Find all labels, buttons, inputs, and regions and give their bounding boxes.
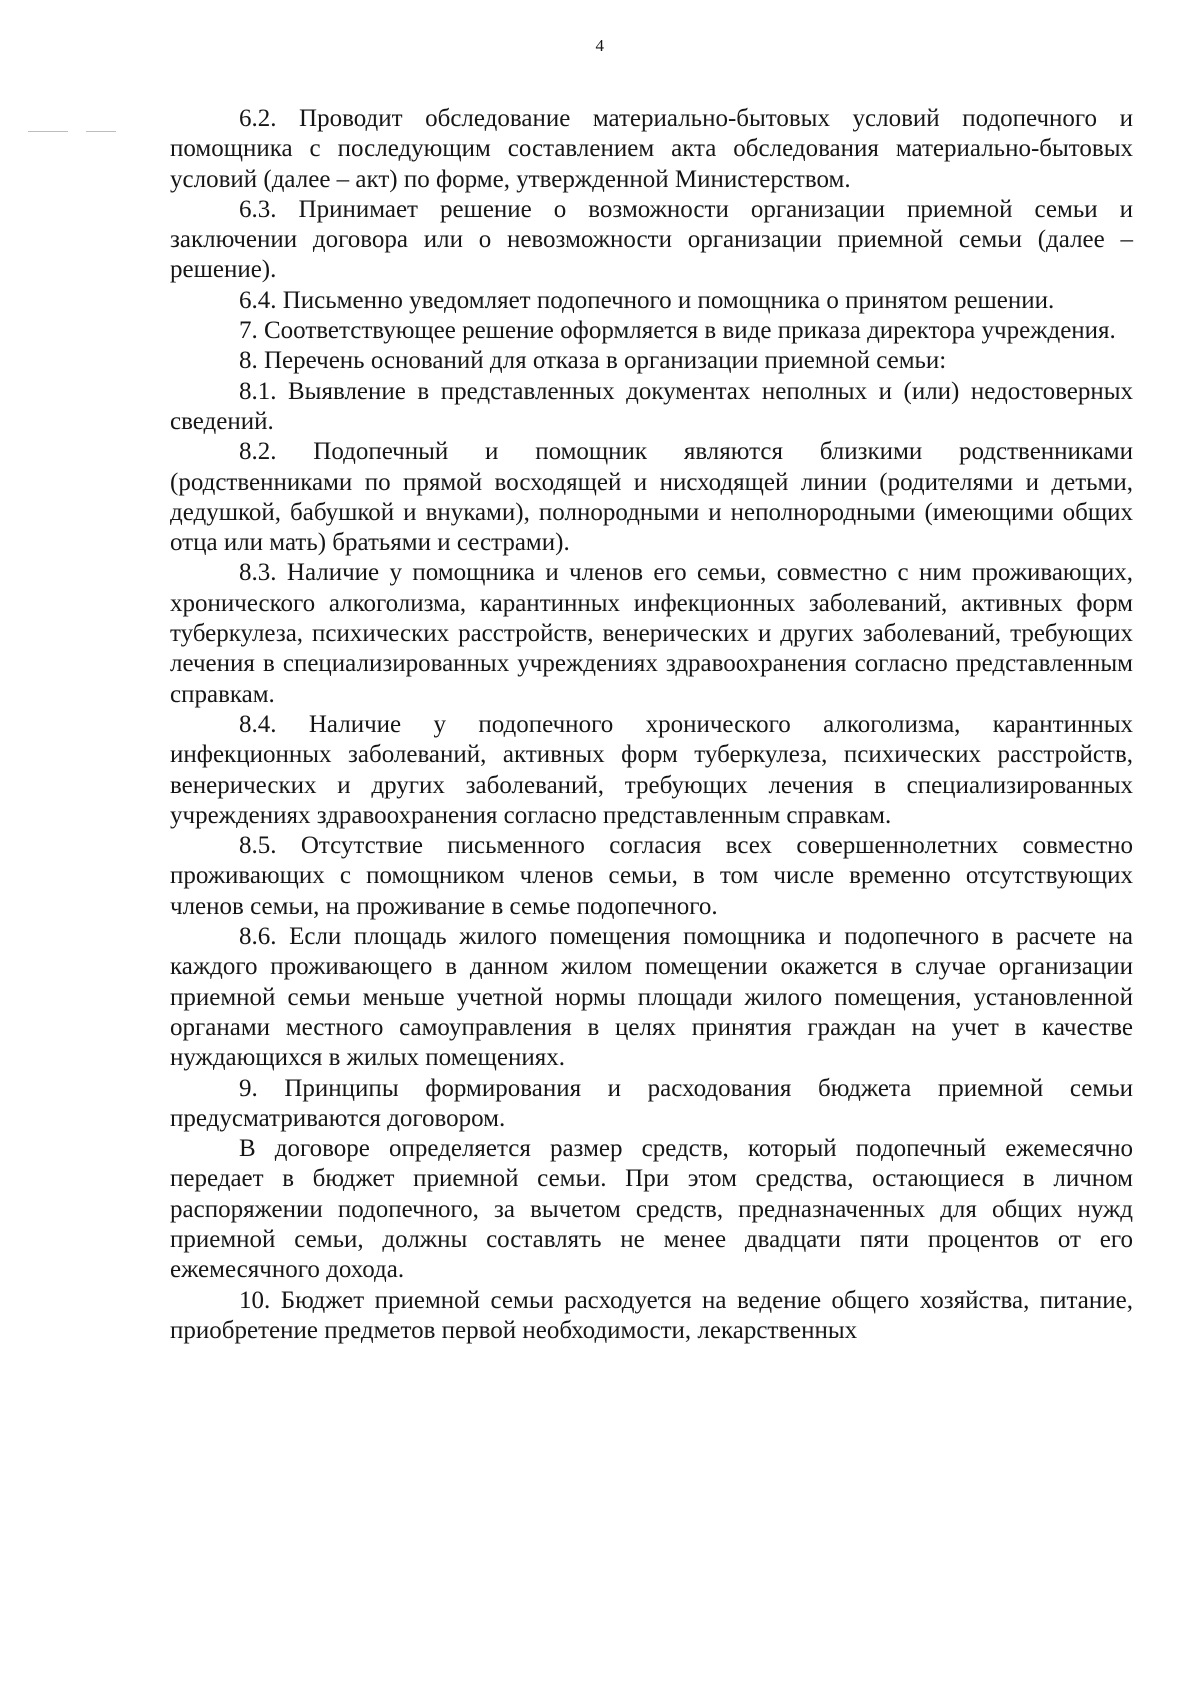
paragraph-9-contract: В договоре определяется размер средств, который подопечный ежемесячно передает в бюджет приемной семьи. При этом средства, остающиеся в личном распоряжении подопечного, за вычетом средств, предназначенных для общих нужд приемной семьи, должны составлять не менее двадцати пяти процентов от его ежемесячного дохода. <box>170 1135 1133 1284</box>
paragraph-10: 10. Бюджет приемной семьи расходуется на ведение общего хозяйства, питание, приобретение предметов первой необходимости, лекарственных <box>170 1286 1133 1344</box>
paragraph-8-4: 8.4. Наличие у подопечного хронического алкоголизма, карантинных инфекционных заболеваний, активных форм туберкулеза, психических расстройств, венерических и других заболеваний, требующих лечения в специализированных учреждениях здравоохранения согласно представленным справкам. <box>170 710 1133 829</box>
scan-artifact <box>28 131 68 132</box>
paragraph-8-6: 8.6. Если площадь жилого помещения помощника и подопечного в расчете на каждого проживающего в данном жилом помещении окажется в случае организации приемной семьи меньше учетной нормы площади жилого помещения, установленной органами местного самоуправления в целях принятия граждан на учет в качестве нуждающихся в жилых помещениях. <box>170 923 1133 1072</box>
paragraph-8-2: 8.2. Подопечный и помощник являются близкими родственниками (родственниками по прямой восходящей и нисходящей линии (родителями и детьми, дедушкой, бабушкой и внуками), полнородными и неполнородными (имеющими общих отца или мать) братьями и сестрами). <box>170 438 1133 557</box>
page-number: 4 <box>595 36 605 55</box>
paragraph-7: 7. Соответствующее решение оформляется в виде приказа директора учреждения. <box>239 317 1116 345</box>
paragraph-8-3: 8.3. Наличие у помощника и членов его семьи, совместно с ним проживающих, хронического алкоголизма, карантинных инфекционных заболеваний, активных форм туберкулеза, психических расстройств, венерических и других заболеваний, требующих лечения в специализированных учреждениях здравоохранения согласно представленным справкам. <box>170 559 1133 708</box>
paragraph-9: 9. Принципы формирования и расходования бюджета приемной семьи предусматриваются договором. <box>170 1074 1133 1132</box>
paragraph-6-4: 6.4. Письменно уведомляет подопечного и помощника о принятом решении. <box>239 286 1055 314</box>
document-body <box>170 104 1133 1346</box>
paragraph-8: 8. Перечень оснований для отказа в организации приемной семьи: <box>239 347 947 375</box>
paragraph-8-1: 8.1. Выявление в представленных документах неполных и (или) недостоверных сведений. <box>170 377 1133 435</box>
paragraph-8-5: 8.5. Отсутствие письменного согласия всех совершеннолетних совместно проживающих с помощником членов семьи, в том числе временно отсутствующих членов семьи, на проживание в семье подопечного. <box>170 832 1133 920</box>
scan-artifact <box>86 131 116 132</box>
paragraph-6-3: 6.3. Принимает решение о возможности организации приемной семьи и заключении договора или о невозможности организации приемной семьи (далее – решение). <box>170 195 1133 284</box>
paragraph-6-2: 6.2. Проводит обследование материально-бытовых условий подопечного и помощника с последующим составлением акта обследования материально-бытовых условий (далее – акт) по форме, утвержденной Министерством. <box>170 105 1133 193</box>
